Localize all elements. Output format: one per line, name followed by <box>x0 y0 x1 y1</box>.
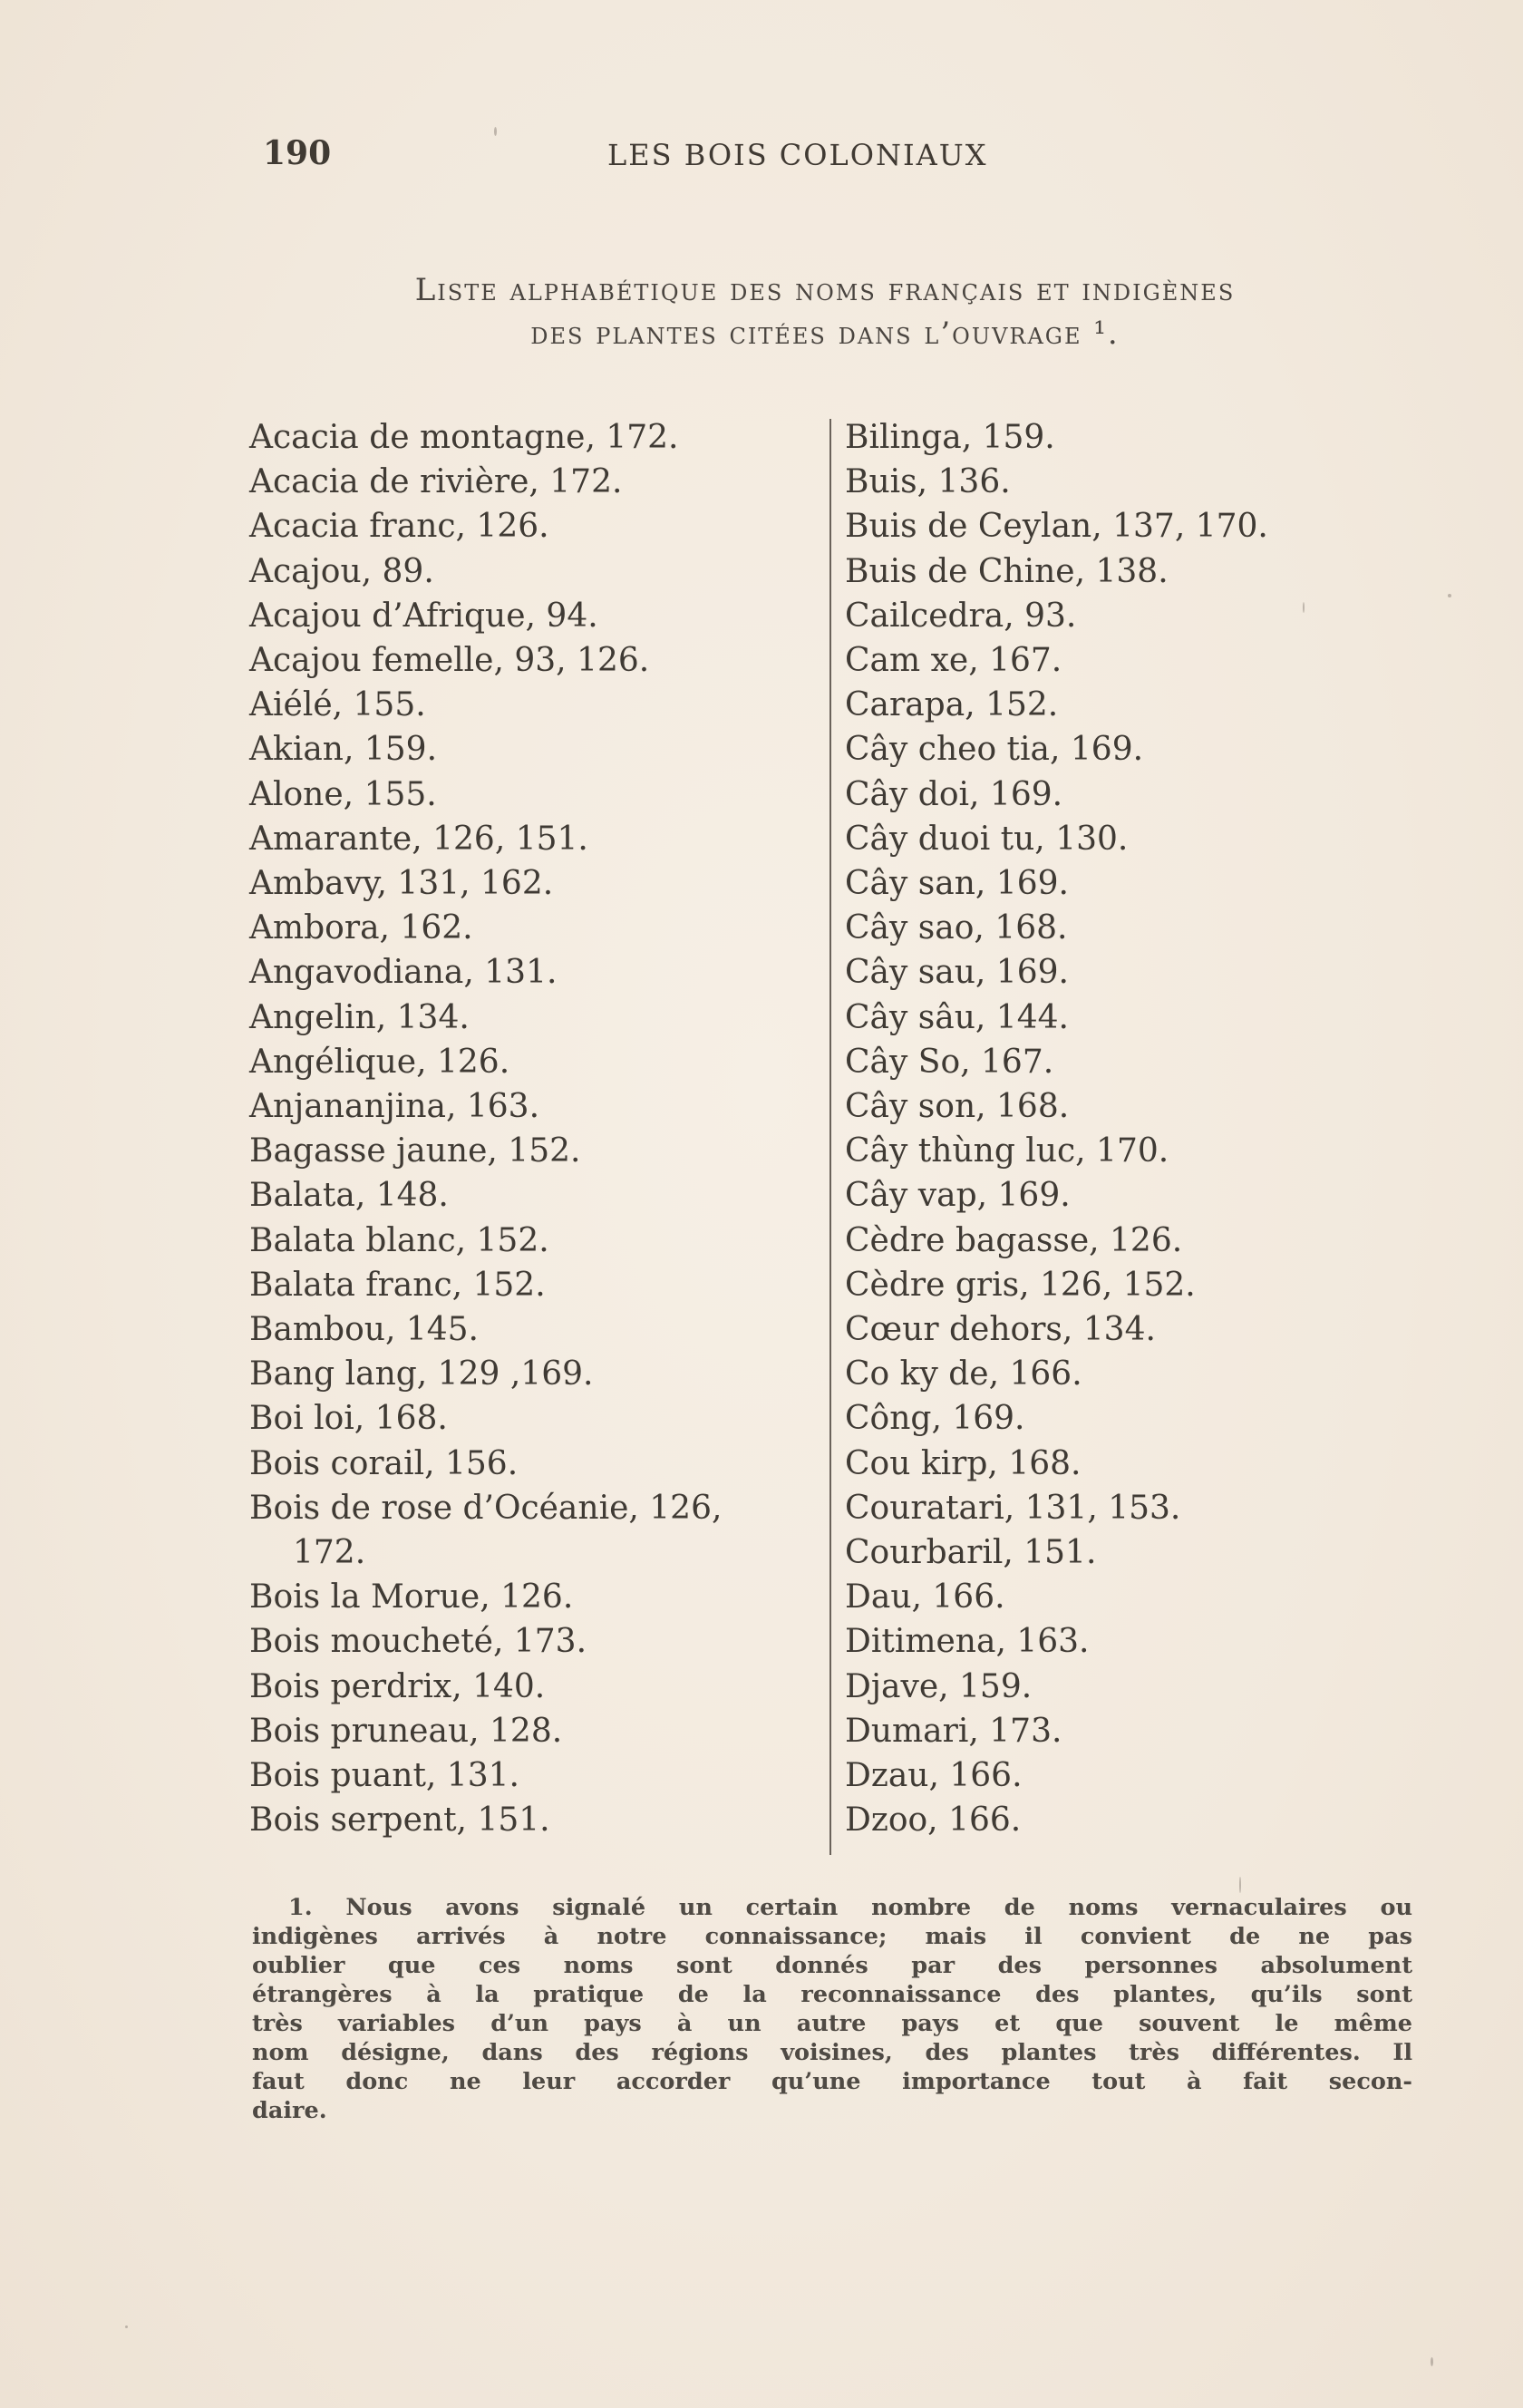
footnote-line: indigènes arrivés à notre connaissance; mais il convient de ne pas <box>252 1923 1412 1950</box>
list-entry-multiline <box>249 1486 829 1575</box>
paper-speck <box>1239 1877 1241 1893</box>
list-entry: Cây sau, 169. <box>845 954 1069 992</box>
list-entry: Buis de Chine, 138. <box>845 552 1169 590</box>
list-entry: Bang lang, 129 ,169. <box>249 1355 594 1393</box>
list-entry: Angélique, 126. <box>249 1043 510 1081</box>
paper-speck <box>1303 602 1305 613</box>
list-entry-line-1: Bois de rose d’Océanie, 126, <box>249 1489 723 1527</box>
list-entry: Bois pruneau, 128. <box>249 1712 563 1750</box>
list-entry: Cây san, 169. <box>845 865 1069 903</box>
paper-speck <box>1431 2357 1433 2366</box>
list-entry: Bambou, 145. <box>249 1311 480 1349</box>
list-entry: Acajou femelle, 93, 126. <box>249 642 650 680</box>
list-entry: Bois corail, 156. <box>249 1444 519 1482</box>
list-entry: Ambora, 162. <box>249 909 473 947</box>
footnote-line: daire. <box>252 2097 327 2124</box>
footnote-line: très variables d’un pays à un autre pays et que souvent le même <box>252 2010 1412 2037</box>
list-entry: Bois la Morue, 126. <box>249 1578 574 1617</box>
list-entry: Amarante, 126, 151. <box>249 820 588 858</box>
list-entry: Carapa, 152. <box>845 686 1059 724</box>
list-title-line-2: des plantes citées dans l’ouvrage ¹. <box>530 316 1120 352</box>
list-entry: Cou kirp, 168. <box>845 1444 1082 1482</box>
left-column <box>249 415 829 1843</box>
list-entry: Cây sâu, 144. <box>845 998 1069 1036</box>
list-title-line-1: Liste alphabétique des noms français et indigènes <box>414 272 1236 308</box>
list-entry: Cœur dehors, 134. <box>845 1311 1156 1349</box>
list-entry: Cây duoi tu, 130. <box>845 820 1129 858</box>
list-entry: Couratari, 131, 153. <box>845 1489 1181 1527</box>
list-entry: Acacia de rivière, 172. <box>249 463 623 501</box>
list-entry: Acacia franc, 126. <box>249 508 549 546</box>
list-entry: Buis, 136. <box>845 463 1011 501</box>
list-entry: Dzoo, 166. <box>845 1801 1022 1840</box>
list-entry: Buis de Ceylan, 137, 170. <box>845 508 1268 546</box>
list-entry: Cây sao, 168. <box>845 909 1068 947</box>
list-entry: Cailcedra, 93. <box>845 597 1077 635</box>
list-entry: Acajou d’Afrique, 94. <box>249 597 598 635</box>
right-column <box>845 415 1353 1843</box>
list-entry: Akian, 159. <box>249 731 438 769</box>
list-entry: Angavodiana, 131. <box>249 954 558 992</box>
list-entry: Cây thùng luc, 170. <box>845 1132 1169 1170</box>
list-entry: Bilinga, 159. <box>845 419 1055 456</box>
book-title: LES BOIS COLONIAUX <box>607 138 988 172</box>
list-entry: Anjananjina, 163. <box>249 1088 540 1126</box>
paper-speck <box>125 2325 128 2328</box>
list-entry: Cèdre gris, 126, 152. <box>845 1266 1196 1304</box>
list-entry: Acacia de montagne, 172. <box>249 419 679 456</box>
list-entry: Bois moucheté, 173. <box>249 1623 587 1661</box>
list-entry: Công, 169. <box>845 1400 1025 1438</box>
list-entry: Cây cheo tia, 169. <box>845 731 1144 769</box>
page-number: 190 <box>263 134 332 172</box>
list-entry: Bois perdrix, 140. <box>249 1667 546 1705</box>
list-entry: Courbaril, 151. <box>845 1534 1097 1572</box>
list-entry: Acajou, 89. <box>249 552 434 590</box>
list-entry: Boi loi, 168. <box>249 1400 448 1438</box>
footnote-line: 1. Nous avons signalé un certain nombre de noms vernaculaires ou <box>288 1894 1412 1921</box>
list-entry: Bois puant, 131. <box>249 1757 519 1795</box>
list-entry: Dau, 166. <box>845 1578 1005 1617</box>
list-entry: Balata blanc, 152. <box>249 1221 549 1259</box>
list-entry: Ambavy, 131, 162. <box>249 865 554 903</box>
list-entry: Cèdre bagasse, 126. <box>845 1221 1183 1259</box>
list-entry: Balata franc, 152. <box>249 1266 546 1304</box>
list-entry: Angelin, 134. <box>249 998 470 1036</box>
list-entry: Cây son, 168. <box>845 1088 1070 1126</box>
list-entry: Djave, 159. <box>845 1667 1033 1705</box>
list-entry: Cam xe, 167. <box>845 642 1062 680</box>
column-divider <box>829 419 831 1855</box>
list-entry: Alone, 155. <box>249 775 437 813</box>
footnote-line: faut donc ne leur accorder qu’une importance tout à fait secon- <box>252 2068 1412 2095</box>
list-title <box>236 268 1414 355</box>
list-entry: Cây doi, 169. <box>845 775 1063 813</box>
running-head <box>263 134 1224 180</box>
list-entry: Ditimena, 163. <box>845 1623 1090 1661</box>
footnote-line: nom désigne, dans des régions voisines, des plantes très différentes. Il <box>252 2039 1412 2066</box>
list-entry-continuation: 172. <box>293 1534 366 1572</box>
list-entry: Co ky de, 166. <box>845 1355 1082 1393</box>
list-entry: Dzau, 166. <box>845 1757 1023 1795</box>
list-entry: Dumari, 173. <box>845 1712 1062 1750</box>
footnote <box>252 1893 1412 2125</box>
list-entry: Balata, 148. <box>249 1177 449 1215</box>
paper-speck <box>1448 594 1451 597</box>
footnote-line: étrangères à la pratique de la reconnaissance des plantes, qu’ils sont <box>252 1981 1412 2008</box>
list-entry: Cây So, 167. <box>845 1043 1054 1081</box>
footnote-line: oublier que ces noms sont donnés par des personnes absolument <box>252 1952 1412 1979</box>
list-entry: Bagasse jaune, 152. <box>249 1132 581 1170</box>
list-entry: Aiélé, 155. <box>249 686 426 724</box>
list-entry: Cây vap, 169. <box>845 1177 1071 1215</box>
paper-speck <box>494 127 497 136</box>
list-entry: Bois serpent, 151. <box>249 1801 550 1840</box>
